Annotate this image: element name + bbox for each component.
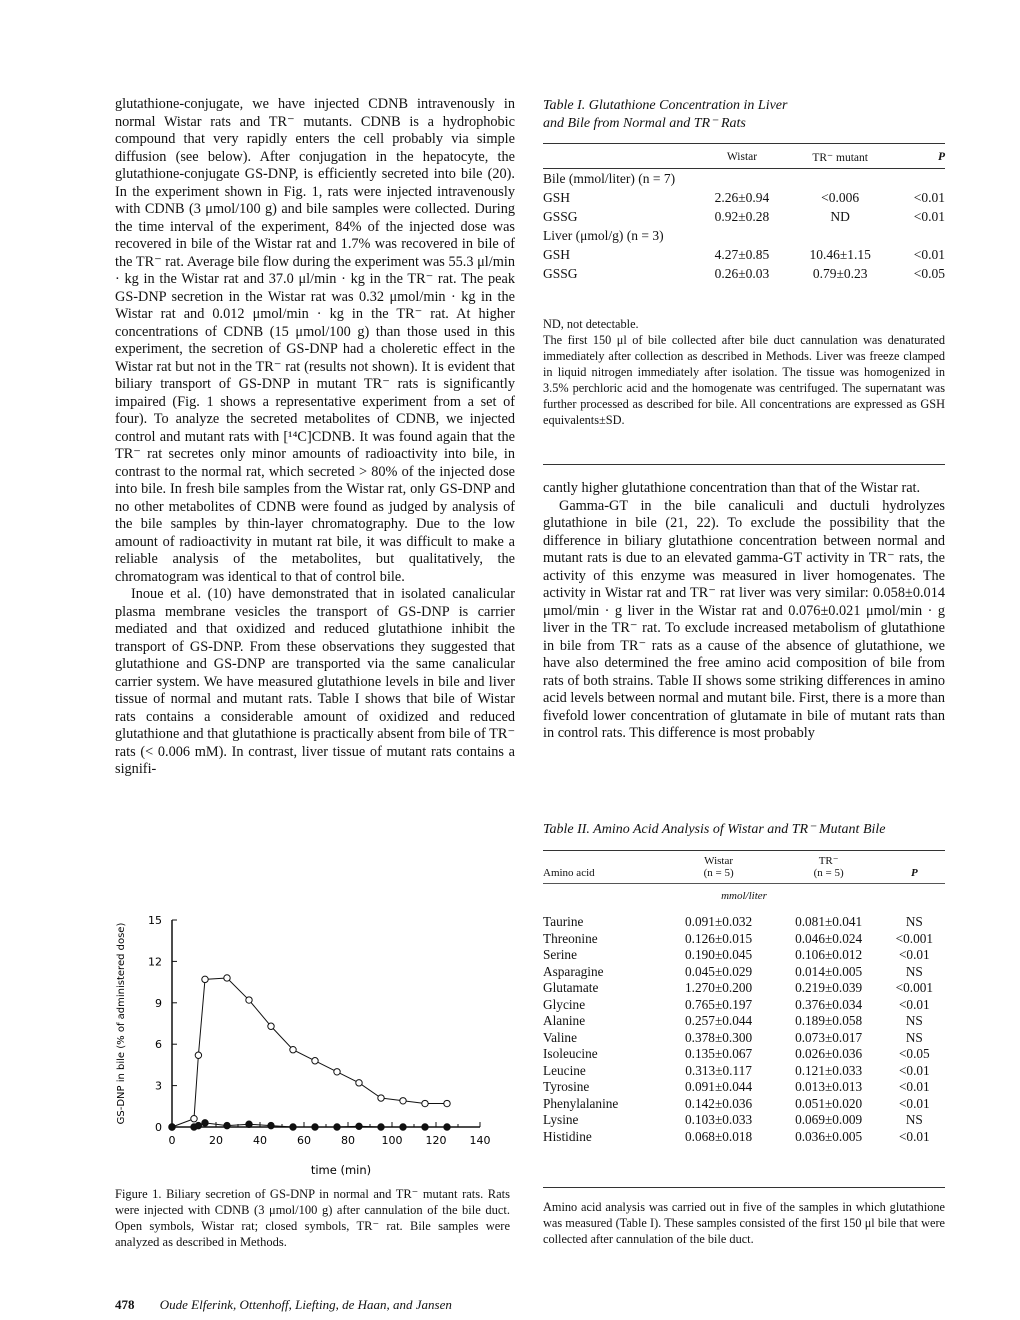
open-data-point <box>191 1116 197 1122</box>
table-cell: GSSG <box>543 265 578 281</box>
table-cell: 0.046±0.024 <box>795 930 863 946</box>
closed-data-point <box>334 1124 340 1130</box>
closed-data-point <box>378 1124 384 1130</box>
table-cell: 10.46±1.15 <box>809 246 871 262</box>
col-header: Wistar <box>696 144 788 169</box>
table-cell <box>788 226 892 245</box>
col-header: TR⁻ (n = 5) <box>774 851 884 884</box>
table-cell: 0.376±0.034 <box>795 996 863 1012</box>
table-row <box>543 1030 945 1047</box>
table-cell: 0.014±0.005 <box>795 963 863 979</box>
table-row <box>543 914 945 931</box>
closed-data-point <box>312 1124 318 1130</box>
table-row <box>543 188 945 207</box>
table-cell <box>892 226 945 245</box>
table-cell: Asparagine <box>543 963 604 979</box>
y-tick-label: 0 <box>155 1121 162 1134</box>
table-cell: 0.051±0.020 <box>795 1095 863 1111</box>
table-cell: Alanine <box>543 1013 586 1029</box>
table-cell: Lysine <box>543 1112 579 1128</box>
y-tick-label: 12 <box>148 955 162 969</box>
table-cell: Taurine <box>543 914 584 930</box>
table-row <box>543 1129 945 1146</box>
table-row <box>543 169 945 189</box>
divider <box>543 464 945 465</box>
table-cell: 0.765±0.197 <box>685 996 753 1012</box>
table-row <box>543 947 945 964</box>
closed-data-point <box>356 1123 362 1129</box>
table-cell: Bile (mmol/liter) (n = 7) <box>543 170 676 186</box>
x-axis-label: time (min) <box>310 1163 372 1177</box>
paragraph: cantly higher glutathione concentration than that of the Wistar rat. <box>543 480 921 496</box>
table-cell: NS <box>905 1013 923 1029</box>
table-cell: <0.01 <box>913 246 945 262</box>
table-row <box>543 997 945 1014</box>
table-row <box>543 1063 945 1080</box>
table-cell: 0.92±0.28 <box>714 208 770 224</box>
left-column <box>115 96 515 779</box>
table-cell: NS <box>905 914 923 930</box>
y-axis-label: GS-DNP in bile (% of administered dose) <box>116 922 127 1125</box>
table-cell: 4.27±0.85 <box>714 246 770 262</box>
table-cell: <0.001 <box>895 930 934 946</box>
table-cell: 0.79±0.23 <box>812 265 868 281</box>
table-row <box>543 245 945 264</box>
table-cell: 0.026±0.036 <box>795 1046 863 1062</box>
table-cell: Phenylalanine <box>543 1095 619 1111</box>
closed-data-point <box>290 1124 296 1130</box>
table-cell: Serine <box>543 947 577 963</box>
table-cell: Glutamate <box>543 980 599 996</box>
table-cell: 0.013±0.013 <box>795 1079 863 1095</box>
x-tick-label: 40 <box>253 1134 267 1147</box>
table-cell: Valine <box>543 1029 577 1045</box>
table-cell: 0.103±0.033 <box>685 1112 753 1128</box>
table-row <box>543 1046 945 1063</box>
page-footer <box>115 1297 452 1313</box>
table-cell: 0.26±0.03 <box>714 265 770 281</box>
paragraph: glutathione-conjugate, we have injected CDNB intravenously in normal Wistar rats and TR⁻ mutants. CDNB is a hydrophobic compound that very rapidly enters the cell probably via simple diffusion (see below). After conjugation in the hepatocyte, the glutathione-conjugate GS-DNP, is efficiently secreted into bile (20). In the experiment shown in Fig. 1, rats were injected intravenously with CDNB (3 μmol/100 g) and bile samples were collected. During the time interval of the experiment, 84% of the injected dose was recovered in bile of the Wistar rat and 1.7% was recovered in bile of the TR⁻ rat. Average bile flow during the experiment was 55.3 μl/min · kg in the Wistar rat and 37.0 μl/min · kg in the TR⁻ rat. The peak GS-DNP secretion in the Wistar rat was 0.32 μmol/min · kg in the Wistar rat and 0.012 μmol/min · kg in the TR⁻ rat. At higher concentrations of CDNB (15 μmol/100 g) than those used in this experiment, the secretion of GS-DNP had a choleretic effect in the Wistar rat but not in the TR⁻ rat (results not shown). It is evident that biliary transport of GS-DNP in mutant TR⁻ rats is significantly impaired (Fig. 1 shows a representative experiment from a set of four). To analyze the secreted metabolites of CDNB, we injected control and mutant rats with [¹⁴C]CDNB. It was found again that the TR⁻ rat secretes only minor amounts of radioactivity into bile, in contrast to the normal rat, which secreted > 80% of the injected dose into bile. In fresh bile samples from the Wistar rat, only GS-DNP and no other metabolites of CDNB were found as judged by analysis of the bile samples by thin-layer chromatography. Due to the low amount of radioactivity in mutant rat bile, it was difficult to make a reliable analysis of the metabolites, but qualitatively, the chromatogram was identical to that of control bile. <box>115 96 515 585</box>
table-cell: 0.219±0.039 <box>795 980 863 996</box>
table-cell: 0.091±0.044 <box>685 1079 753 1095</box>
figure1-caption: Figure 1. Biliary secretion of GS-DNP in normal and TR⁻ mutant rats. Rats were injected with CDNB (3 μmol/100 g) after cannulation of the bile duct. Open symbols, Wistar rat; closed symbols, TR⁻ rat. Bile samples were analyzed as described in Methods. <box>115 1187 510 1249</box>
closed-data-point <box>195 1122 201 1128</box>
col-header <box>543 144 696 169</box>
closed-data-point <box>169 1124 175 1130</box>
table-cell: 0.106±0.012 <box>795 947 863 963</box>
caption-line: and Bile from Normal and TR⁻ Rats <box>543 116 746 131</box>
y-tick-label: 9 <box>155 996 162 1010</box>
x-tick-label: 100 <box>381 1134 403 1147</box>
table-cell: 0.126±0.015 <box>685 930 753 946</box>
page-number: 478 <box>115 1297 135 1312</box>
table-cell: 0.378±0.300 <box>685 1029 753 1045</box>
x-tick-label: 60 <box>297 1134 311 1147</box>
divider <box>543 1187 945 1188</box>
table-cell: 0.081±0.041 <box>795 914 863 930</box>
table-cell: <0.01 <box>913 208 945 224</box>
table2-caption: Table II. Amino Acid Analysis of Wistar and TR⁻ Mutant Bile <box>543 822 886 837</box>
table-cell: 0.313±0.117 <box>685 1062 752 1078</box>
table-cell <box>892 169 945 189</box>
table-cell: NS <box>905 1112 923 1128</box>
table-cell: 0.069±0.009 <box>795 1112 863 1128</box>
open-data-point <box>290 1047 296 1053</box>
open-data-point <box>400 1098 406 1104</box>
table-row <box>543 1079 945 1096</box>
table-row <box>543 931 945 948</box>
table-cell <box>696 169 788 189</box>
table-cell: <0.01 <box>898 1128 930 1144</box>
table-cell: 0.190±0.045 <box>685 947 753 963</box>
open-data-point <box>422 1100 428 1106</box>
table-cell: 0.135±0.067 <box>685 1046 753 1062</box>
table-cell: Tyrosine <box>543 1079 590 1095</box>
closed-data-point <box>422 1124 428 1130</box>
closed-data-point <box>224 1122 230 1128</box>
closed-data-point <box>400 1124 406 1130</box>
table-cell: 0.142±0.036 <box>685 1095 753 1111</box>
series-line <box>172 978 447 1127</box>
table-cell: ND <box>830 208 850 224</box>
paragraph: Inoue et al. (10) have demonstrated that in isolated canalicular plasma membrane vesicles the transport of GS-DNP is carrier mediated and that oxidized and reduced glutathione inhibit the transport of GS-DNP. From these observations they suggested that glutathione and GS-DNP are transported via the same canalicular carrier system. We have measured glutathione levels in bile and liver tissue of normal and mutant rats. Table I shows that bile of Wistar rats contains a considerable amount of oxidized and reduced glutathione and that glutathione is practically absent from bile of TR⁻ rats (< 0.006 mM). In contrast, liver tissue of mutant rats contains a signifi- <box>115 586 515 777</box>
right-column <box>543 480 945 743</box>
table-cell: NS <box>905 1029 923 1045</box>
table-cell: <0.01 <box>898 1062 930 1078</box>
open-data-point <box>312 1058 318 1064</box>
closed-data-point <box>246 1121 252 1127</box>
table-cell: <0.05 <box>913 265 945 281</box>
x-tick-label: 80 <box>341 1134 355 1147</box>
table-cell <box>788 169 892 189</box>
table-cell: 2.26±0.94 <box>714 189 770 205</box>
table1-caption <box>543 97 787 133</box>
col-header: Amino acid <box>543 851 664 884</box>
col-header: TR⁻ mutant <box>788 144 892 169</box>
x-tick-label: 140 <box>469 1134 491 1147</box>
table-row <box>543 980 945 997</box>
table-cell: 0.189±0.058 <box>795 1013 863 1029</box>
note: ND, not detectable. <box>543 317 639 331</box>
table2 <box>543 850 945 1145</box>
table-cell: Histidine <box>543 1128 592 1144</box>
table-row <box>543 226 945 245</box>
table-cell: <0.05 <box>898 1046 930 1062</box>
open-data-point <box>444 1100 450 1106</box>
table-cell: NS <box>905 963 923 979</box>
y-tick-label: 6 <box>155 1038 162 1052</box>
table-cell: <0.01 <box>898 996 930 1012</box>
table-cell: <0.01 <box>913 189 945 205</box>
table-row <box>543 1096 945 1113</box>
table-cell: Leucine <box>543 1062 586 1078</box>
table-cell <box>696 226 788 245</box>
table-cell: 0.036±0.005 <box>795 1128 863 1144</box>
y-tick-label: 15 <box>148 914 162 927</box>
table1-notes <box>543 316 945 428</box>
y-tick-label: 3 <box>155 1079 162 1093</box>
open-data-point <box>202 976 208 982</box>
open-data-point <box>246 997 252 1003</box>
caption-line: Table I. Glutathione Concentration in Liver <box>543 98 788 113</box>
table-row <box>543 207 945 226</box>
col-header: P <box>884 851 945 884</box>
figure1-chart <box>100 905 520 1185</box>
open-data-point <box>195 1052 201 1058</box>
x-tick-label: 120 <box>425 1134 447 1147</box>
table-cell: <0.006 <box>821 189 860 205</box>
col-header: Wistar (n = 5) <box>664 851 774 884</box>
table-cell: Glycine <box>543 996 586 1012</box>
paragraph: Gamma-GT in the bile canaliculi and ductuli hydrolyzes glutathione in bile (21, 22). To exclude the possibility that the difference in biliary glutathione concentration between normal and mutant rats is due to an elevated gamma-GT activity in TR⁻ rats, the activity of this enzyme was measured in liver homogenates. The activity in Wistar rat and TR⁻ rat liver was very similar: 0.058±0.014 μmol/min · g liver in the Wistar rat and 0.076±0.021 μmol/min · g liver in the TR⁻ rat. To exclude increased metabolism of glutathione in bile from TR⁻ rats as a cause of the absence of glutathione, we have also determined the free amino acid composition of bile from rats of both strains. Table II shows some striking differences in amino acid levels between normal and mutant bile. First, there is a more than fivefold lower concentration of glutamate in bile of mutant rats than in control rats. This difference is most probably <box>543 497 945 741</box>
table-cell: 0.068±0.018 <box>685 1128 753 1144</box>
closed-data-point <box>268 1122 274 1128</box>
table-cell: 0.121±0.033 <box>795 1062 863 1078</box>
table-row <box>543 1013 945 1030</box>
running-authors: Oude Elferink, Ottenhoff, Liefting, de Haan, and Jansen <box>159 1297 452 1312</box>
closed-data-point <box>202 1120 208 1126</box>
table-cell: GSSG <box>543 208 578 224</box>
closed-data-point <box>444 1124 450 1130</box>
col-header: P <box>892 144 945 169</box>
unit-label: mmol/liter <box>543 884 945 915</box>
table1 <box>543 143 945 283</box>
table-cell: 0.257±0.044 <box>685 1013 753 1029</box>
table-row <box>543 264 945 283</box>
table-row <box>543 964 945 981</box>
table-cell: <0.01 <box>898 947 930 963</box>
open-data-point <box>356 1080 362 1086</box>
open-data-point <box>378 1095 384 1101</box>
table-cell: <0.01 <box>898 1095 930 1111</box>
table-cell: Threonine <box>543 930 598 946</box>
open-data-point <box>334 1069 340 1075</box>
note: The first 150 μl of bile collected after bile duct cannulation was denaturated immediately after collection as described in Methods. Liver was freeze clamped in liquid nitrogen immediately after isolation. The tissue was homogenized in 3.5% perchloric acid and the homogenate was centrifuged. The supernatant was further processed as described for bile. All concentrations are expressed as GSH equivalents±SD. <box>543 333 945 427</box>
table-row <box>543 1112 945 1129</box>
table-cell: 1.270±0.200 <box>685 980 753 996</box>
x-tick-label: 20 <box>209 1134 223 1147</box>
open-data-point <box>224 975 230 981</box>
x-tick-label: 0 <box>168 1134 176 1147</box>
table-cell: 0.073±0.017 <box>795 1029 863 1045</box>
table2-note: Amino acid analysis was carried out in five of the samples in which glutathione was measured (Table I). These samples consisted of the first 150 μl bile that were collected after cannulation of the bile duct. <box>543 1200 945 1246</box>
table-cell: GSH <box>543 246 571 262</box>
table-cell: Isoleucine <box>543 1046 598 1062</box>
table-cell: GSH <box>543 189 571 205</box>
table-cell: 0.045±0.029 <box>685 963 753 979</box>
open-data-point <box>268 1023 274 1029</box>
table-cell: Liver (μmol/g) (n = 3) <box>543 227 664 243</box>
table-cell: <0.001 <box>895 980 934 996</box>
table-cell: 0.091±0.032 <box>685 914 753 930</box>
table-cell: <0.01 <box>898 1079 930 1095</box>
